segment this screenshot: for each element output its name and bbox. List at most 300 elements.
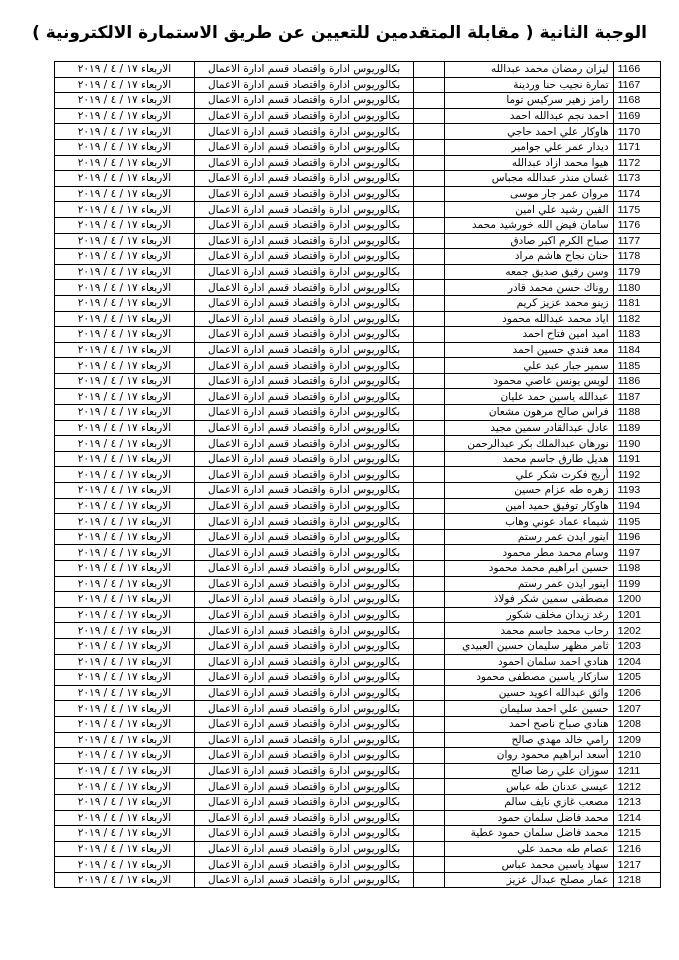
- table-row: [55, 826, 661, 842]
- row-number: 1168: [613, 93, 660, 109]
- table-row: [55, 545, 661, 561]
- interview-date: الاربعاء ١٧ / ٤ / ٢٠١٩: [55, 342, 195, 358]
- table-row: [55, 436, 661, 452]
- interview-date: الاربعاء ١٧ / ٤ / ٢٠١٩: [55, 93, 195, 109]
- applicant-name: رحاب محمد جاسم محمد: [445, 623, 614, 639]
- degree-cell: بكالوريوس ادارة واقتصاد قسم ادارة الاعمال: [194, 592, 413, 608]
- row-number: 1200: [613, 592, 660, 608]
- row-number: 1203: [613, 638, 660, 654]
- table-row: [55, 607, 661, 623]
- applicant-name: معد فندي حسين احمد: [445, 342, 614, 358]
- interview-date: الاربعاء ١٧ / ٤ / ٢٠١٩: [55, 186, 195, 202]
- interview-date: الاربعاء ١٧ / ٤ / ٢٠١٩: [55, 670, 195, 686]
- applicant-name: هديل طارق جاسم محمد: [445, 451, 614, 467]
- empty-cell: [414, 311, 445, 327]
- empty-cell: [414, 155, 445, 171]
- row-number: 1177: [613, 233, 660, 249]
- table-row: [55, 794, 661, 810]
- empty-cell: [414, 405, 445, 421]
- empty-cell: [414, 264, 445, 280]
- degree-cell: بكالوريوس ادارة واقتصاد قسم ادارة الاعمال: [194, 763, 413, 779]
- empty-cell: [414, 420, 445, 436]
- applicant-name: عمار مصلح عبدال عزيز: [445, 872, 614, 888]
- interview-date: الاربعاء ١٧ / ٤ / ٢٠١٩: [55, 327, 195, 343]
- applicant-name: هاوكار علي احمد حاجي: [445, 124, 614, 140]
- row-number: 1171: [613, 139, 660, 155]
- applicant-name: أسعد ابراهيم محمود روان: [445, 748, 614, 764]
- empty-cell: [414, 373, 445, 389]
- empty-cell: [414, 623, 445, 639]
- interview-date: الاربعاء ١٧ / ٤ / ٢٠١٩: [55, 295, 195, 311]
- degree-cell: بكالوريوس ادارة واقتصاد قسم ادارة الاعمال: [194, 420, 413, 436]
- applicant-name: اينور ايدن عمر رستم: [445, 529, 614, 545]
- empty-cell: [414, 748, 445, 764]
- interview-date: الاربعاء ١٧ / ٤ / ٢٠١٩: [55, 857, 195, 873]
- row-number: 1176: [613, 217, 660, 233]
- empty-cell: [414, 483, 445, 499]
- applicant-name: سامان فيض الله خورشيد محمد: [445, 217, 614, 233]
- degree-cell: بكالوريوس ادارة واقتصاد قسم ادارة الاعمال: [194, 498, 413, 514]
- interview-date: الاربعاء ١٧ / ٤ / ٢٠١٩: [55, 841, 195, 857]
- interview-date: الاربعاء ١٧ / ٤ / ٢٠١٩: [55, 451, 195, 467]
- degree-cell: بكالوريوس ادارة واقتصاد قسم ادارة الاعمال: [194, 358, 413, 374]
- table-row: [55, 186, 661, 202]
- row-number: 1178: [613, 249, 660, 265]
- degree-cell: بكالوريوس ادارة واقتصاد قسم ادارة الاعمال: [194, 342, 413, 358]
- empty-cell: [414, 280, 445, 296]
- table-row: [55, 732, 661, 748]
- degree-cell: بكالوريوس ادارة واقتصاد قسم ادارة الاعمال: [194, 857, 413, 873]
- table-row: [55, 716, 661, 732]
- empty-cell: [414, 139, 445, 155]
- interview-date: الاربعاء ١٧ / ٤ / ٢٠١٩: [55, 389, 195, 405]
- applicant-name: تمارة نجيب حنا وردينة: [445, 77, 614, 93]
- row-number: 1167: [613, 77, 660, 93]
- degree-cell: بكالوريوس ادارة واقتصاد قسم ادارة الاعمال: [194, 373, 413, 389]
- row-number: 1170: [613, 124, 660, 140]
- table-row: [55, 529, 661, 545]
- applicant-name: اينور ايدن عمر رستم: [445, 576, 614, 592]
- interview-date: الاربعاء ١٧ / ٤ / ٢٠١٩: [55, 638, 195, 654]
- empty-cell: [414, 93, 445, 109]
- table-row: [55, 233, 661, 249]
- degree-cell: بكالوريوس ادارة واقتصاد قسم ادارة الاعمال: [194, 810, 413, 826]
- table-row: [55, 857, 661, 873]
- interview-date: الاربعاء ١٧ / ٤ / ٢٠١٩: [55, 467, 195, 483]
- interview-date: الاربعاء ١٧ / ٤ / ٢٠١٩: [55, 139, 195, 155]
- table-row: [55, 405, 661, 421]
- degree-cell: بكالوريوس ادارة واقتصاد قسم ادارة الاعمال: [194, 108, 413, 124]
- empty-cell: [414, 576, 445, 592]
- degree-cell: بكالوريوس ادارة واقتصاد قسم ادارة الاعمال: [194, 249, 413, 265]
- empty-cell: [414, 217, 445, 233]
- applicant-name: هنادي احمد سلمان احمود: [445, 654, 614, 670]
- empty-cell: [414, 77, 445, 93]
- empty-cell: [414, 62, 445, 78]
- interview-date: الاربعاء ١٧ / ٤ / ٢٠١٩: [55, 249, 195, 265]
- degree-cell: بكالوريوس ادارة واقتصاد قسم ادارة الاعمال: [194, 701, 413, 717]
- applicant-name: محمد فاضل سلمان حمود عطية: [445, 826, 614, 842]
- table-row: [55, 483, 661, 499]
- applicant-name: مصطفى سمين شكر فولاذ: [445, 592, 614, 608]
- interview-date: الاربعاء ١٧ / ٤ / ٢٠١٩: [55, 155, 195, 171]
- table-row: [55, 654, 661, 670]
- empty-cell: [414, 763, 445, 779]
- degree-cell: بكالوريوس ادارة واقتصاد قسم ادارة الاعمال: [194, 217, 413, 233]
- applicant-name: رامز زهير سركيس توما: [445, 93, 614, 109]
- table-row: [55, 701, 661, 717]
- row-number: 1191: [613, 451, 660, 467]
- interview-date: الاربعاء ١٧ / ٤ / ٢٠١٩: [55, 592, 195, 608]
- interview-date: الاربعاء ١٧ / ٤ / ٢٠١٩: [55, 498, 195, 514]
- empty-cell: [414, 716, 445, 732]
- applicant-name: عيسى عدنان طه عباس: [445, 779, 614, 795]
- degree-cell: بكالوريوس ادارة واقتصاد قسم ادارة الاعمال: [194, 826, 413, 842]
- degree-cell: بكالوريوس ادارة واقتصاد قسم ادارة الاعمال: [194, 171, 413, 187]
- empty-cell: [414, 171, 445, 187]
- table-row: [55, 467, 661, 483]
- degree-cell: بكالوريوس ادارة واقتصاد قسم ادارة الاعمال: [194, 280, 413, 296]
- applicant-name: لويس يونس عاصي محمود: [445, 373, 614, 389]
- applicant-name: سازكار ياسين مصطفى محمود: [445, 670, 614, 686]
- interview-date: الاربعاء ١٧ / ٤ / ٢٠١٩: [55, 202, 195, 218]
- table-row: [55, 872, 661, 888]
- applicant-name: سمير جبار عبد علي: [445, 358, 614, 374]
- row-number: 1196: [613, 529, 660, 545]
- row-number: 1214: [613, 810, 660, 826]
- interview-date: الاربعاء ١٧ / ٤ / ٢٠١٩: [55, 311, 195, 327]
- degree-cell: بكالوريوس ادارة واقتصاد قسم ادارة الاعمال: [194, 607, 413, 623]
- degree-cell: بكالوريوس ادارة واقتصاد قسم ادارة الاعمال: [194, 124, 413, 140]
- table-row: [55, 763, 661, 779]
- row-number: 1209: [613, 732, 660, 748]
- table-row: [55, 638, 661, 654]
- interview-date: الاربعاء ١٧ / ٤ / ٢٠١٩: [55, 561, 195, 577]
- degree-cell: بكالوريوس ادارة واقتصاد قسم ادارة الاعمال: [194, 483, 413, 499]
- row-number: 1175: [613, 202, 660, 218]
- interview-date: الاربعاء ١٧ / ٤ / ٢٠١٩: [55, 436, 195, 452]
- degree-cell: بكالوريوس ادارة واقتصاد قسم ادارة الاعمال: [194, 264, 413, 280]
- empty-cell: [414, 779, 445, 795]
- table-row: [55, 280, 661, 296]
- degree-cell: بكالوريوس ادارة واقتصاد قسم ادارة الاعمال: [194, 155, 413, 171]
- applicant-name: حسين ابراهيم محمد محمود: [445, 561, 614, 577]
- degree-cell: بكالوريوس ادارة واقتصاد قسم ادارة الاعمال: [194, 872, 413, 888]
- row-number: 1180: [613, 280, 660, 296]
- table-row: [55, 93, 661, 109]
- interview-date: الاربعاء ١٧ / ٤ / ٢٠١٩: [55, 716, 195, 732]
- applicant-name: عادل عبدالقادر سمين مجيد: [445, 420, 614, 436]
- applicant-name: محمد فاضل سلمان حمود: [445, 810, 614, 826]
- empty-cell: [414, 607, 445, 623]
- row-number: 1166: [613, 62, 660, 78]
- degree-cell: بكالوريوس ادارة واقتصاد قسم ادارة الاعمال: [194, 311, 413, 327]
- empty-cell: [414, 467, 445, 483]
- table-row: [55, 249, 661, 265]
- empty-cell: [414, 529, 445, 545]
- table-row: [55, 373, 661, 389]
- interview-date: الاربعاء ١٧ / ٤ / ٢٠١٩: [55, 654, 195, 670]
- table-row: [55, 124, 661, 140]
- interview-date: الاربعاء ١٧ / ٤ / ٢٠١٩: [55, 358, 195, 374]
- applicant-name: ديدار عمر علي جوامير: [445, 139, 614, 155]
- row-number: 1184: [613, 342, 660, 358]
- degree-cell: بكالوريوس ادارة واقتصاد قسم ادارة الاعمال: [194, 841, 413, 857]
- interview-date: الاربعاء ١٧ / ٤ / ٢٠١٩: [55, 623, 195, 639]
- applicant-name: زينو محمد عزيز كريم: [445, 295, 614, 311]
- applicant-name: احمد نجم عبدالله احمد: [445, 108, 614, 124]
- degree-cell: بكالوريوس ادارة واقتصاد قسم ادارة الاعمال: [194, 202, 413, 218]
- interview-date: الاربعاء ١٧ / ٤ / ٢٠١٩: [55, 826, 195, 842]
- applicant-name: عصام طه محمد علي: [445, 841, 614, 857]
- table-row: [55, 498, 661, 514]
- row-number: 1169: [613, 108, 660, 124]
- row-number: 1212: [613, 779, 660, 795]
- degree-cell: بكالوريوس ادارة واقتصاد قسم ادارة الاعمال: [194, 545, 413, 561]
- interview-date: الاربعاء ١٧ / ٤ / ٢٠١٩: [55, 62, 195, 78]
- row-number: 1207: [613, 701, 660, 717]
- row-number: 1218: [613, 872, 660, 888]
- applicant-name: اياد محمد عبدالله محمود: [445, 311, 614, 327]
- empty-cell: [414, 826, 445, 842]
- interview-date: الاربعاء ١٧ / ٤ / ٢٠١٩: [55, 233, 195, 249]
- interview-date: الاربعاء ١٧ / ٤ / ٢٠١٩: [55, 529, 195, 545]
- interview-date: الاربعاء ١٧ / ٤ / ٢٠١٩: [55, 810, 195, 826]
- table-row: [55, 311, 661, 327]
- row-number: 1198: [613, 561, 660, 577]
- row-number: 1213: [613, 794, 660, 810]
- row-number: 1189: [613, 420, 660, 436]
- degree-cell: بكالوريوس ادارة واقتصاد قسم ادارة الاعمال: [194, 638, 413, 654]
- degree-cell: بكالوريوس ادارة واقتصاد قسم ادارة الاعمال: [194, 295, 413, 311]
- empty-cell: [414, 732, 445, 748]
- degree-cell: بكالوريوس ادارة واقتصاد قسم ادارة الاعمال: [194, 436, 413, 452]
- interview-date: الاربعاء ١٧ / ٤ / ٢٠١٩: [55, 732, 195, 748]
- row-number: 1215: [613, 826, 660, 842]
- degree-cell: بكالوريوس ادارة واقتصاد قسم ادارة الاعمال: [194, 529, 413, 545]
- interview-date: الاربعاء ١٧ / ٤ / ٢٠١٩: [55, 545, 195, 561]
- table-row: [55, 748, 661, 764]
- interview-date: الاربعاء ١٧ / ٤ / ٢٠١٩: [55, 701, 195, 717]
- degree-cell: بكالوريوس ادارة واقتصاد قسم ادارة الاعمال: [194, 389, 413, 405]
- applicant-name: روناك حسن محمد قادر: [445, 280, 614, 296]
- degree-cell: بكالوريوس ادارة واقتصاد قسم ادارة الاعمال: [194, 670, 413, 686]
- table-row: [55, 841, 661, 857]
- empty-cell: [414, 451, 445, 467]
- applicant-name: رامي خالد مهدي صالح: [445, 732, 614, 748]
- table-row: [55, 108, 661, 124]
- applicant-name: نورهان عبدالملك بكر عبدالرحمن: [445, 436, 614, 452]
- row-number: 1195: [613, 514, 660, 530]
- interview-date: الاربعاء ١٧ / ٤ / ٢٠١٩: [55, 779, 195, 795]
- empty-cell: [414, 342, 445, 358]
- interview-date: الاربعاء ١٧ / ٤ / ٢٠١٩: [55, 77, 195, 93]
- applicant-name: مصعب غازي نايف سالم: [445, 794, 614, 810]
- row-number: 1210: [613, 748, 660, 764]
- applicant-name: ثامر مظهر سليمان حسين العبيدي: [445, 638, 614, 654]
- applicant-name: حنان نجاح هاشم مراد: [445, 249, 614, 265]
- applicant-name: هاوكار توفيق حميد امين: [445, 498, 614, 514]
- applicants-table: [54, 61, 661, 888]
- degree-cell: بكالوريوس ادارة واقتصاد قسم ادارة الاعمال: [194, 685, 413, 701]
- interview-date: الاربعاء ١٧ / ٤ / ٢٠١٩: [55, 280, 195, 296]
- interview-date: الاربعاء ١٧ / ٤ / ٢٠١٩: [55, 171, 195, 187]
- degree-cell: بكالوريوس ادارة واقتصاد قسم ادارة الاعمال: [194, 576, 413, 592]
- table-row: [55, 264, 661, 280]
- row-number: 1179: [613, 264, 660, 280]
- row-number: 1172: [613, 155, 660, 171]
- degree-cell: بكالوريوس ادارة واقتصاد قسم ادارة الاعمال: [194, 451, 413, 467]
- row-number: 1174: [613, 186, 660, 202]
- row-number: 1216: [613, 841, 660, 857]
- row-number: 1187: [613, 389, 660, 405]
- table-row: [55, 327, 661, 343]
- interview-date: الاربعاء ١٧ / ٤ / ٢٠١٩: [55, 514, 195, 530]
- table-row: [55, 685, 661, 701]
- interview-date: الاربعاء ١٧ / ٤ / ٢٠١٩: [55, 420, 195, 436]
- empty-cell: [414, 561, 445, 577]
- degree-cell: بكالوريوس ادارة واقتصاد قسم ادارة الاعمال: [194, 514, 413, 530]
- degree-cell: بكالوريوس ادارة واقتصاد قسم ادارة الاعمال: [194, 732, 413, 748]
- degree-cell: بكالوريوس ادارة واقتصاد قسم ادارة الاعمال: [194, 327, 413, 343]
- empty-cell: [414, 436, 445, 452]
- row-number: 1194: [613, 498, 660, 514]
- empty-cell: [414, 841, 445, 857]
- interview-date: الاربعاء ١٧ / ٤ / ٢٠١٩: [55, 872, 195, 888]
- interview-date: الاربعاء ١٧ / ٤ / ٢٠١٩: [55, 794, 195, 810]
- interview-date: الاربعاء ١٧ / ٤ / ٢٠١٩: [55, 217, 195, 233]
- degree-cell: بكالوريوس ادارة واقتصاد قسم ادارة الاعمال: [194, 467, 413, 483]
- degree-cell: بكالوريوس ادارة واقتصاد قسم ادارة الاعمال: [194, 623, 413, 639]
- empty-cell: [414, 358, 445, 374]
- row-number: 1173: [613, 171, 660, 187]
- empty-cell: [414, 654, 445, 670]
- interview-date: الاربعاء ١٧ / ٤ / ٢٠١٩: [55, 763, 195, 779]
- degree-cell: بكالوريوس ادارة واقتصاد قسم ادارة الاعمال: [194, 139, 413, 155]
- empty-cell: [414, 233, 445, 249]
- empty-cell: [414, 670, 445, 686]
- table-row: [55, 77, 661, 93]
- empty-cell: [414, 701, 445, 717]
- row-number: 1211: [613, 763, 660, 779]
- interview-date: الاربعاء ١٧ / ٤ / ٢٠١٩: [55, 124, 195, 140]
- empty-cell: [414, 498, 445, 514]
- row-number: 1192: [613, 467, 660, 483]
- table-body: [55, 62, 661, 888]
- row-number: 1197: [613, 545, 660, 561]
- row-number: 1193: [613, 483, 660, 499]
- applicant-name: الفين رشيد علي امين: [445, 202, 614, 218]
- row-number: 1190: [613, 436, 660, 452]
- table-row: [55, 217, 661, 233]
- row-number: 1182: [613, 311, 660, 327]
- table-row: [55, 576, 661, 592]
- table-row: [55, 171, 661, 187]
- table-row: [55, 155, 661, 171]
- degree-cell: بكالوريوس ادارة واقتصاد قسم ادارة الاعمال: [194, 93, 413, 109]
- applicant-name: سهاد ياسين محمد عباس: [445, 857, 614, 873]
- row-number: 1188: [613, 405, 660, 421]
- interview-date: الاربعاء ١٧ / ٤ / ٢٠١٩: [55, 748, 195, 764]
- empty-cell: [414, 295, 445, 311]
- degree-cell: بكالوريوس ادارة واقتصاد قسم ادارة الاعمال: [194, 77, 413, 93]
- interview-date: الاربعاء ١٧ / ٤ / ٢٠١٩: [55, 607, 195, 623]
- table-row: [55, 779, 661, 795]
- table-row: [55, 389, 661, 405]
- empty-cell: [414, 592, 445, 608]
- interview-date: الاربعاء ١٧ / ٤ / ٢٠١٩: [55, 685, 195, 701]
- applicant-name: أريج فكرت شكر علي: [445, 467, 614, 483]
- empty-cell: [414, 186, 445, 202]
- row-number: 1205: [613, 670, 660, 686]
- row-number: 1202: [613, 623, 660, 639]
- empty-cell: [414, 872, 445, 888]
- table-row: [55, 202, 661, 218]
- table-row: [55, 342, 661, 358]
- empty-cell: [414, 685, 445, 701]
- empty-cell: [414, 857, 445, 873]
- row-number: 1199: [613, 576, 660, 592]
- empty-cell: [414, 514, 445, 530]
- applicant-name: سوزان علي رضا صالح: [445, 763, 614, 779]
- table-row: [55, 420, 661, 436]
- degree-cell: بكالوريوس ادارة واقتصاد قسم ادارة الاعمال: [194, 794, 413, 810]
- applicant-name: رغد زيدان مخلف شكور: [445, 607, 614, 623]
- degree-cell: بكالوريوس ادارة واقتصاد قسم ادارة الاعمال: [194, 186, 413, 202]
- applicant-name: وسام محمد مطر محمود: [445, 545, 614, 561]
- degree-cell: بكالوريوس ادارة واقتصاد قسم ادارة الاعمال: [194, 654, 413, 670]
- degree-cell: بكالوريوس ادارة واقتصاد قسم ادارة الاعمال: [194, 62, 413, 78]
- interview-date: الاربعاء ١٧ / ٤ / ٢٠١٩: [55, 108, 195, 124]
- row-number: 1185: [613, 358, 660, 374]
- interview-date: الاربعاء ١٧ / ٤ / ٢٠١٩: [55, 264, 195, 280]
- applicant-name: شيماء عماد عوني وهاب: [445, 514, 614, 530]
- table-row: [55, 295, 661, 311]
- interview-date: الاربعاء ١٧ / ٤ / ٢٠١٩: [55, 373, 195, 389]
- empty-cell: [414, 794, 445, 810]
- interview-date: الاربعاء ١٧ / ٤ / ٢٠١٩: [55, 405, 195, 421]
- applicant-name: فراس صالح مرهون مشعان: [445, 405, 614, 421]
- degree-cell: بكالوريوس ادارة واقتصاد قسم ادارة الاعمال: [194, 779, 413, 795]
- degree-cell: بكالوريوس ادارة واقتصاد قسم ادارة الاعمال: [194, 748, 413, 764]
- table-row: [55, 358, 661, 374]
- empty-cell: [414, 327, 445, 343]
- page-title: الوجبة الثانية ( مقابلة المتقدمين للتعيين عن طريق الاستمارة الالكترونية ): [32, 23, 647, 43]
- empty-cell: [414, 389, 445, 405]
- applicant-name: اميد امين فتاح احمد: [445, 327, 614, 343]
- table-row: [55, 592, 661, 608]
- applicant-name: عبدالله ياسين حمد عليان: [445, 389, 614, 405]
- empty-cell: [414, 545, 445, 561]
- row-number: 1206: [613, 685, 660, 701]
- table-row: [55, 451, 661, 467]
- applicant-name: مروان عمر جار موسى: [445, 186, 614, 202]
- applicant-name: زهره طه عزام حسين: [445, 483, 614, 499]
- empty-cell: [414, 638, 445, 654]
- table-row: [55, 810, 661, 826]
- table-row: [55, 670, 661, 686]
- applicant-name: غسان منذر عبدالله مجباس: [445, 171, 614, 187]
- degree-cell: بكالوريوس ادارة واقتصاد قسم ادارة الاعمال: [194, 561, 413, 577]
- row-number: 1201: [613, 607, 660, 623]
- row-number: 1181: [613, 295, 660, 311]
- empty-cell: [414, 124, 445, 140]
- applicant-name: ليزان رمضان محمد عبدالله: [445, 62, 614, 78]
- row-number: 1186: [613, 373, 660, 389]
- degree-cell: بكالوريوس ادارة واقتصاد قسم ادارة الاعمال: [194, 716, 413, 732]
- applicant-name: هنادي صباح ناصح احمد: [445, 716, 614, 732]
- table-row: [55, 139, 661, 155]
